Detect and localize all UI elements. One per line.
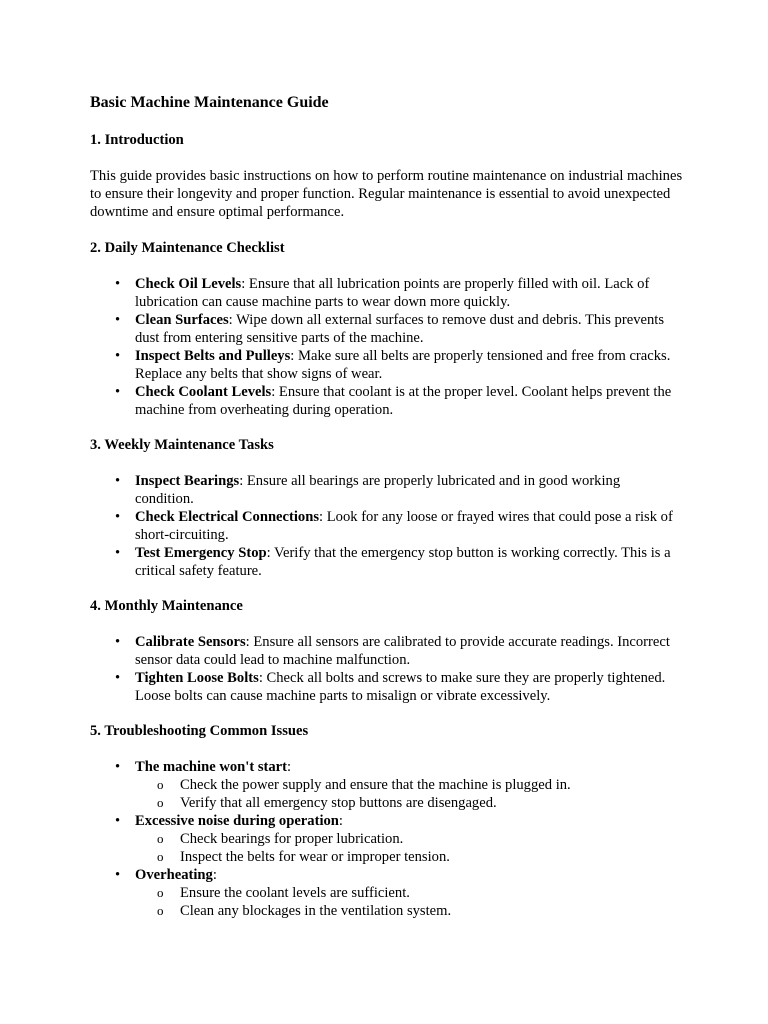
- item-description: :: [287, 759, 292, 775]
- list-item: [90, 347, 681, 383]
- list-item: [90, 866, 681, 920]
- section-heading-troubleshooting: 5. Troubleshooting Common Issues: [90, 723, 309, 739]
- sub-list-item: o Check bearings for proper lubrication.: [135, 830, 681, 848]
- list-item: [90, 633, 681, 669]
- item-description: : Wipe down all external surfaces to remove dust and debris. This prevents dust from entering sensitive parts of the machine.: [135, 312, 664, 346]
- item-term: Clean Surfaces: [135, 312, 229, 328]
- item-description: : Look for any loose or frayed wires that could pose a risk of short-circuiting.: [135, 509, 673, 543]
- list-item: [90, 544, 681, 580]
- item-description: : Verify that the emergency stop button is working correctly. This is a critical safety feature.: [135, 545, 671, 579]
- troubleshooting-list: [90, 758, 690, 920]
- weekly-tasks: [90, 472, 690, 580]
- item-term: Test Emergency Stop: [135, 545, 267, 561]
- sub-list-item: o Clean any blockages in the ventilation system.: [135, 902, 681, 920]
- item-description: : Ensure that all lubrication points are properly filled with oil. Lack of lubrication can cause machine parts to wear down more quickly.: [135, 276, 650, 310]
- item-term: Inspect Belts and Pulleys: [135, 348, 291, 364]
- item-description: : Check all bolts and screws to make sure they are properly tightened. Loose bolts can cause machine parts to misalign or vibrate excessively.: [135, 670, 666, 704]
- item-description: :: [338, 813, 343, 829]
- sub-list-item: o Check the power supply and ensure that the machine is plugged in.: [135, 776, 681, 794]
- item-term: Inspect Bearings: [135, 473, 240, 489]
- list-item: [90, 311, 681, 347]
- list-item: [90, 758, 681, 812]
- list-item: [90, 383, 681, 419]
- item-term: Check Coolant Levels: [135, 384, 272, 400]
- list-item: [90, 812, 681, 866]
- item-term: Excessive noise during operation: [135, 813, 339, 829]
- sub-list-item: o Verify that all emergency stop buttons are disengaged.: [135, 794, 681, 812]
- list-item: [90, 508, 681, 544]
- item-term: Check Oil Levels: [135, 276, 242, 292]
- section-heading-weekly: 3. Weekly Maintenance Tasks: [90, 437, 274, 453]
- list-item: [90, 275, 681, 311]
- item-description: :: [212, 867, 217, 883]
- sub-list: [135, 776, 681, 812]
- item-term: Tighten Loose Bolts: [135, 670, 259, 686]
- item-term: Calibrate Sensors: [135, 634, 246, 650]
- daily-checklist: [90, 275, 690, 419]
- sub-list: [135, 884, 681, 920]
- document-title: Basic Machine Maintenance Guide: [90, 94, 329, 111]
- section-heading-introduction: 1. Introduction: [90, 132, 184, 148]
- item-description: : Ensure all sensors are calibrated to provide accurate readings. Incorrect sensor data could lead to machine malfunction.: [135, 634, 670, 668]
- section-heading-daily: 2. Daily Maintenance Checklist: [90, 240, 285, 256]
- item-term: Overheating: [135, 867, 213, 883]
- sub-list-item: o Inspect the belts for wear or improper tension.: [135, 848, 681, 866]
- list-item: [90, 472, 681, 508]
- item-term: The machine won't start: [135, 759, 288, 775]
- list-item: [90, 669, 681, 705]
- item-description: : Ensure all bearings are properly lubricated and in good working condition.: [135, 473, 621, 507]
- sub-list: [135, 830, 681, 866]
- section-heading-monthly: 4. Monthly Maintenance: [90, 598, 243, 614]
- item-description: : Ensure that coolant is at the proper level. Coolant helps prevent the machine from overheating during operation.: [135, 384, 672, 418]
- introduction-paragraph: This guide provides basic instructions on how to perform routine maintenance on industrial machines to ensure their longevity and proper function. Regular maintenance is essential to avoid unexpected downtime and ensure optimal performance.: [90, 168, 683, 220]
- monthly-tasks: [90, 633, 690, 705]
- sub-list-item: o Ensure the coolant levels are sufficient.: [135, 884, 681, 902]
- item-term: Check Electrical Connections: [135, 509, 320, 525]
- item-description: : Make sure all belts are properly tensioned and free from cracks. Replace any belts that show signs of wear.: [135, 348, 671, 382]
